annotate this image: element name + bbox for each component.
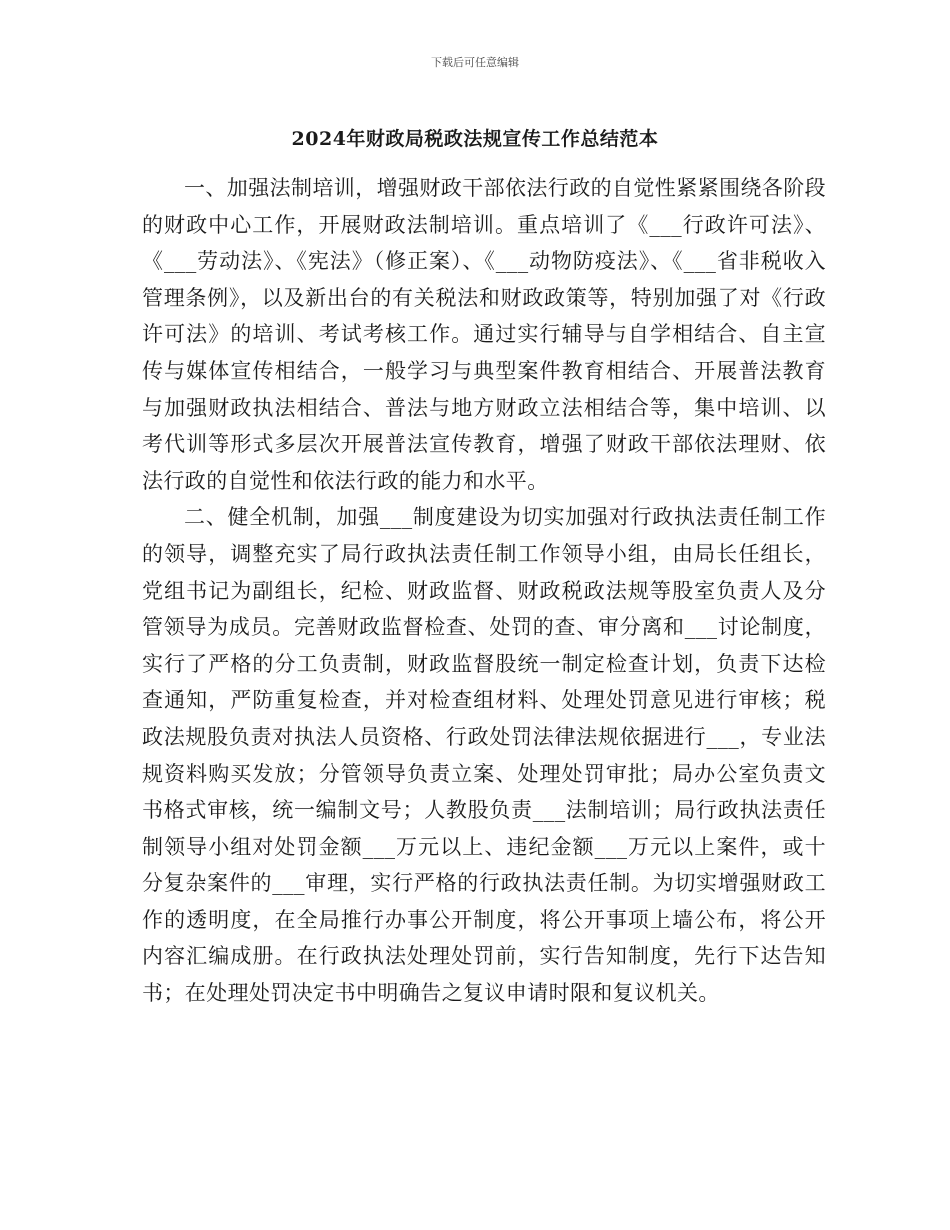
document-title: 2024年财政局税政法规宣传工作总结范本 (291, 128, 659, 150)
paragraph-2: 二、健全机制，加强___制度建设为切实加强对行政执法责任制工作的领导，调整充实了局行政执法责任制工作领导小组，由局长任组长，党组书记为副组长，纪检、财政监督、财政税政法规等股室负责人及分管领导为成员。完善财政监督检查、处罚的查、审分离和___讨论制度，实行了严格的分工负责制，财政监督股统一制定检查计划，负责下达检查通知，严防重复检查，并对检查组材料、处理处罚意见进行审核；税政法规股负责对执法人员资格、行政处罚法律法规依据进行___，专业法规资料购买发放；分管领导负责立案、处理处罚审批；局办公室负责文书格式审核，统一编制文号；人教股负责___法制培训；局行政执法责任制领导小组对处罚金额___万元以上、违纪金额___万元以上案件，或十分复杂案件的___审理，实行严格的行政执法责任制。为切实增强财政工作的透明度，在全局推行办事公开制度，将公开事项上墙公布，将公开内容汇编成册。在行政执法处理处罚前，实行告知制度，先行下达告知书；在处理处罚决定书中明确告之复议申请时限和复议机关。 (142, 505, 826, 1006)
document-body (142, 170, 826, 1012)
paragraph-1: 一、加强法制培训，增强财政干部依法行政的自觉性紧紧围绕各阶段的财政中心工作，开展财政法制培训。重点培训了《___行政许可法》、《___劳动法》、《宪法》（修正案）、《___动物防疫法》、《___省非税收入管理条例》，以及新出台的有关税法和财政政策等，特别加强了对《行政许可法》的培训、考试考核工作。通过实行辅导与自学相结合、自主宣传与媒体宣传相结合，一般学习与典型案件教育相结合、开展普法教育与加强财政执法相结合、普法与地方财政立法相结合等，集中培训、以考代训等形式多层次开展普法宣传教育，增强了财政干部依法理财、依法行政的自觉性和依法行政的能力和水平。 (142, 176, 826, 493)
header-note: 下载后可任意编辑 (431, 56, 519, 69)
